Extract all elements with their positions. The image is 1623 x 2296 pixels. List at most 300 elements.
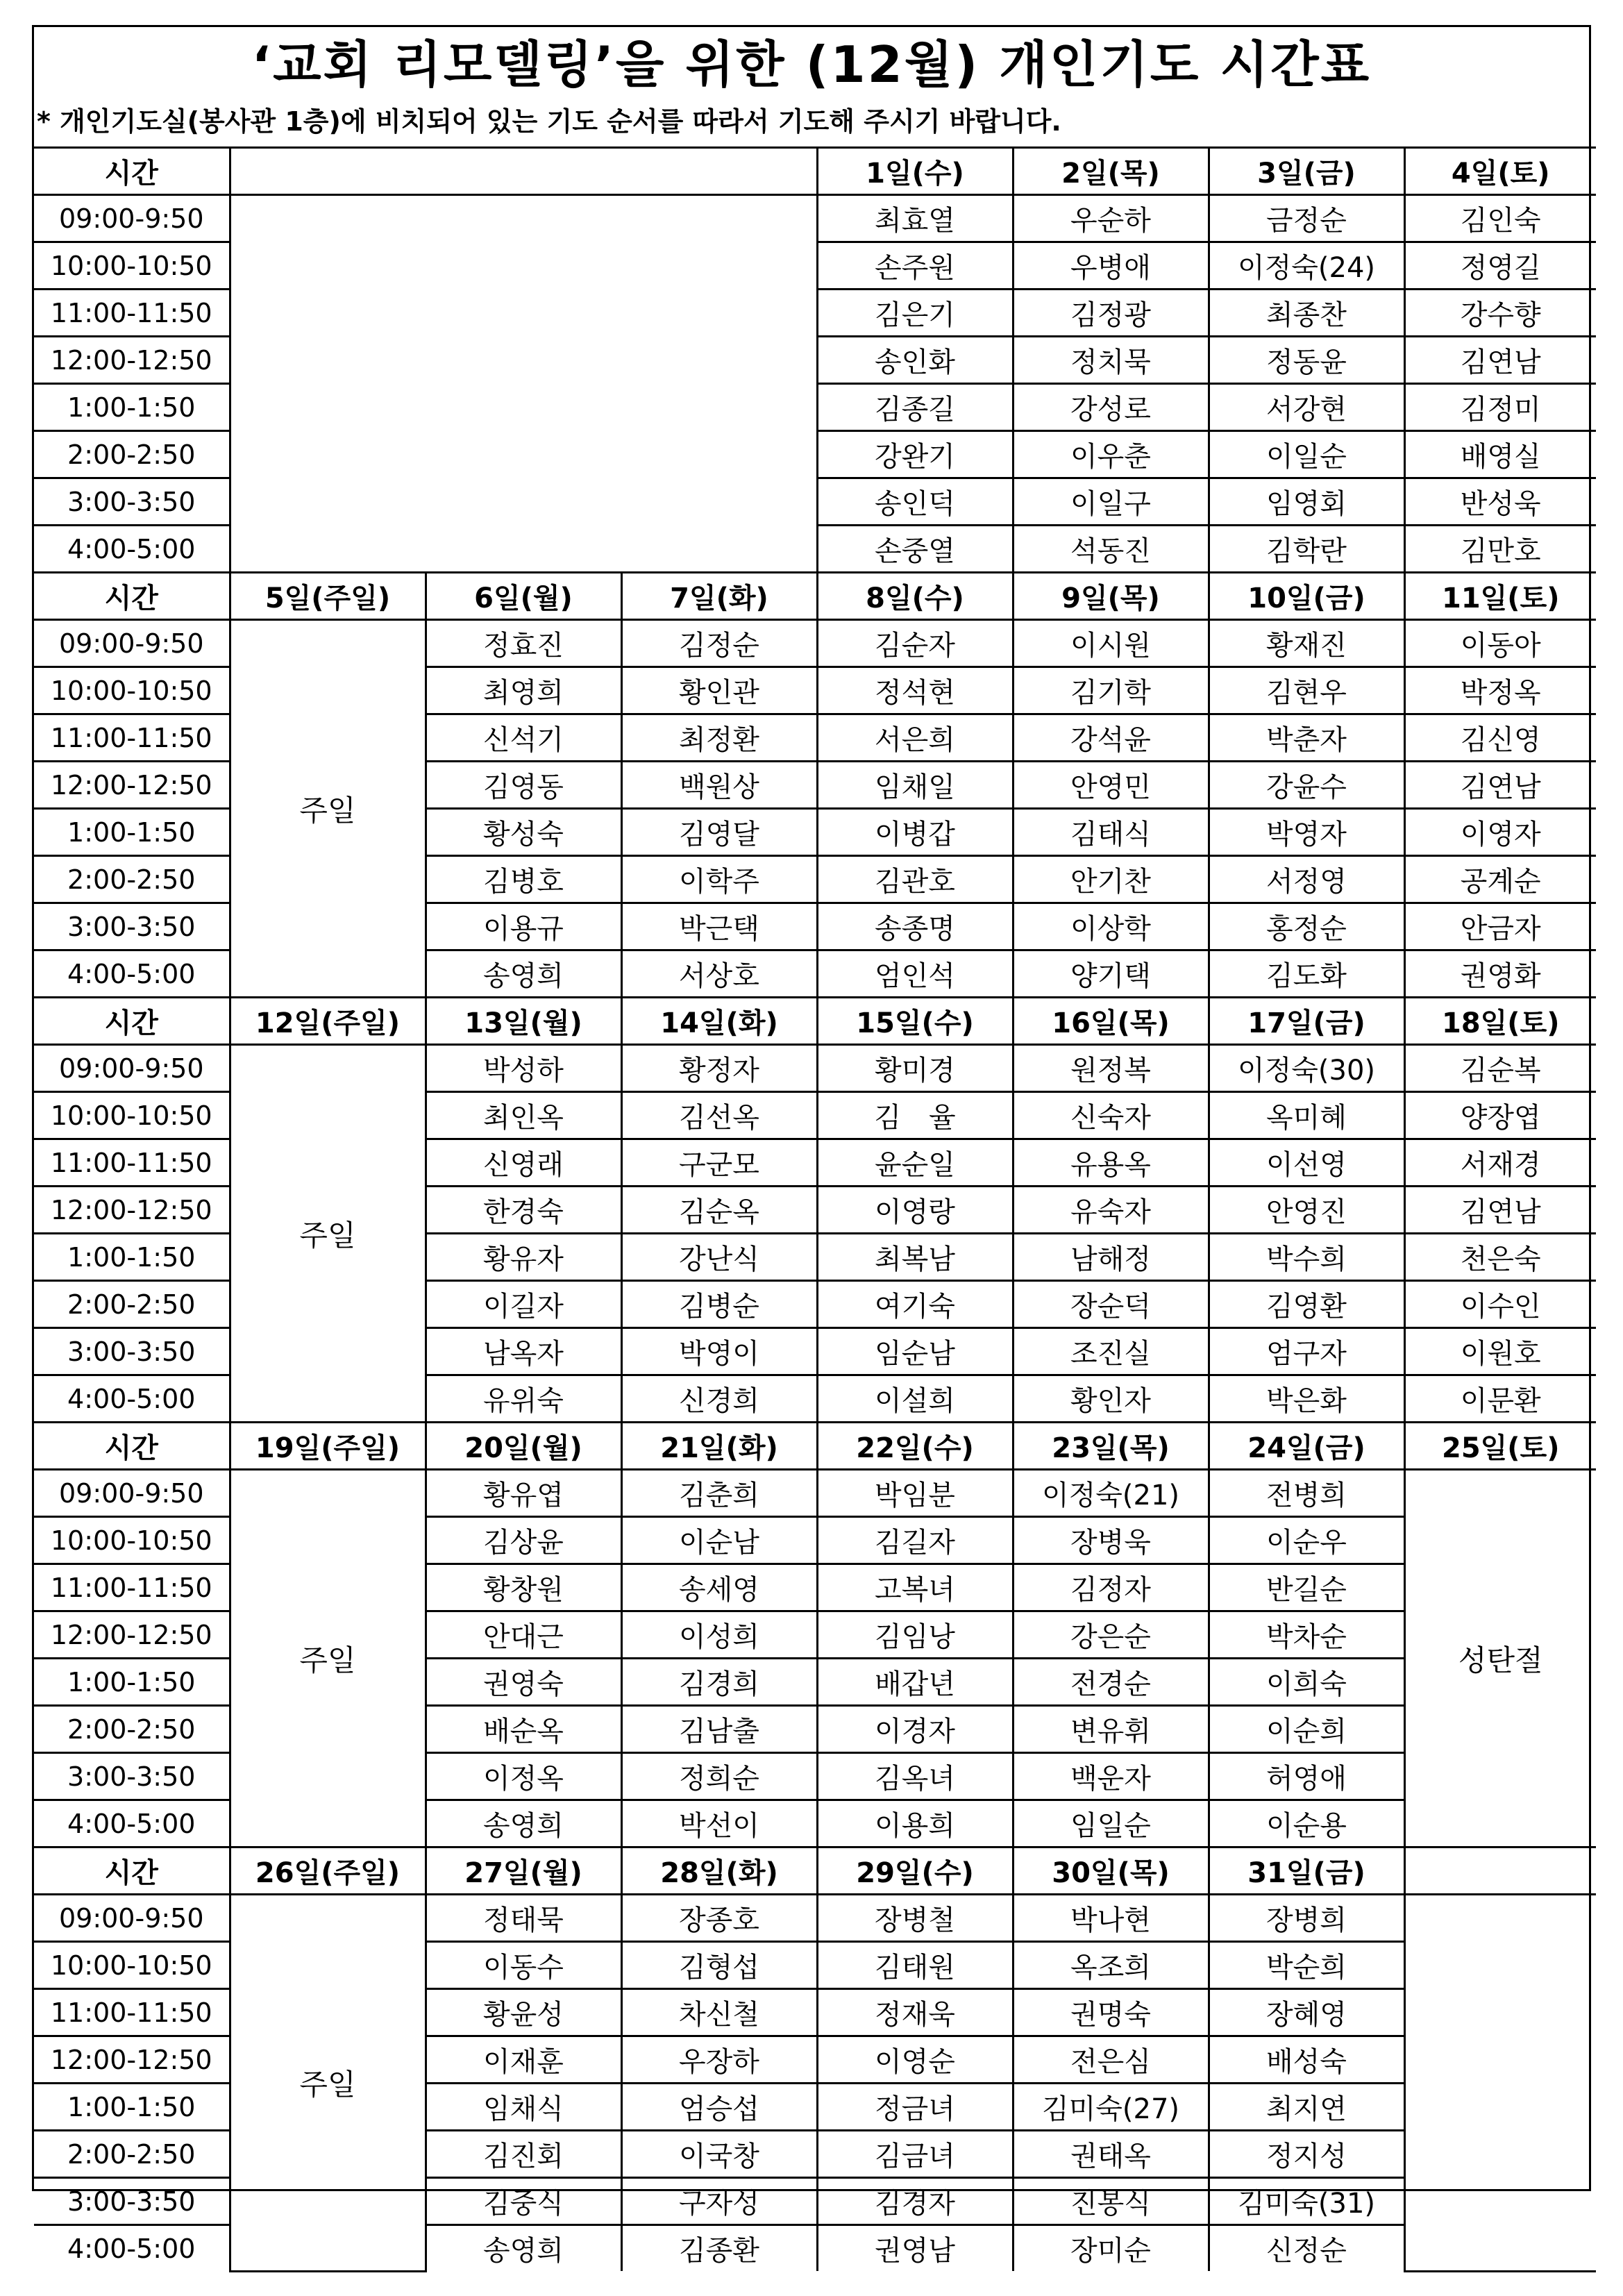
time-header: 시간 — [34, 1847, 230, 1895]
person-name: 정희순 — [621, 1753, 817, 1800]
person-name: 안대근 — [426, 1611, 621, 1659]
person-name: 김상윤 — [426, 1517, 621, 1564]
person-name: 천은숙 — [1404, 1234, 1596, 1281]
person-name: 김종길 — [817, 384, 1013, 431]
person-name: 강윤수 — [1209, 762, 1404, 809]
person-name: 여기숙 — [817, 1281, 1013, 1328]
person-name: 이병갑 — [817, 809, 1013, 856]
day-header: 11일(토) — [1404, 573, 1596, 620]
holiday-cell: 성탄절 — [1404, 1470, 1596, 1847]
time-slot-row — [34, 1470, 1596, 1517]
person-name: 이순남 — [621, 1517, 817, 1564]
person-name: 김 율 — [817, 1092, 1013, 1139]
person-name: 권명숙 — [1013, 1989, 1209, 2036]
time-header: 시간 — [34, 573, 230, 620]
person-name: 남해정 — [1013, 1234, 1209, 1281]
person-name: 정금녀 — [817, 2084, 1013, 2131]
time-slot: 10:00-10:50 — [34, 1092, 230, 1139]
person-name: 최정환 — [621, 714, 817, 762]
person-name: 이영순 — [817, 2036, 1013, 2084]
person-name: 조진실 — [1013, 1328, 1209, 1375]
person-name: 손중열 — [817, 526, 1013, 573]
person-name: 김순복 — [1404, 1045, 1596, 1092]
person-name: 김순자 — [817, 620, 1013, 667]
person-name: 유숙자 — [1013, 1187, 1209, 1234]
person-name: 강난식 — [621, 1234, 817, 1281]
person-name: 임순남 — [817, 1328, 1013, 1375]
time-slot: 4:00-5:00 — [34, 1375, 230, 1423]
person-name: 공계순 — [1404, 856, 1596, 903]
person-name: 이문환 — [1404, 1375, 1596, 1423]
person-name: 서은희 — [817, 714, 1013, 762]
person-name: 엄승섭 — [621, 2084, 817, 2131]
day-header: 28일(화) — [621, 1847, 817, 1895]
person-name: 신숙자 — [1013, 1092, 1209, 1139]
time-slot: 09:00-9:50 — [34, 1895, 230, 1942]
person-name: 장순덕 — [1013, 1281, 1209, 1328]
person-name: 김연남 — [1404, 762, 1596, 809]
person-name: 최지연 — [1209, 2084, 1404, 2131]
person-name: 박차순 — [1209, 1611, 1404, 1659]
person-name: 김은기 — [817, 290, 1013, 337]
day-header: 7일(화) — [621, 573, 817, 620]
person-name: 황윤성 — [426, 1989, 621, 2036]
person-name: 김도화 — [1209, 950, 1404, 998]
person-name: 김영달 — [621, 809, 817, 856]
person-name: 이영랑 — [817, 1187, 1013, 1234]
day-header: 10일(금) — [1209, 573, 1404, 620]
person-name: 김경자 — [817, 2178, 1013, 2225]
person-name: 원정복 — [1013, 1045, 1209, 1092]
person-name: 황인자 — [1013, 1375, 1209, 1423]
person-name: 배순옥 — [426, 1706, 621, 1753]
person-name: 이동아 — [1404, 620, 1596, 667]
person-name: 김태식 — [1013, 809, 1209, 856]
day-header: 24일(금) — [1209, 1423, 1404, 1470]
person-name: 이경자 — [817, 1706, 1013, 1753]
person-name: 김정광 — [1013, 290, 1209, 337]
person-name: 김연남 — [1404, 337, 1596, 384]
person-name: 이정숙(30) — [1209, 1045, 1404, 1092]
time-slot-row — [34, 195, 1596, 242]
time-slot: 2:00-2:50 — [34, 1281, 230, 1328]
day-header: 2일(목) — [1013, 148, 1209, 195]
person-name: 황유자 — [426, 1234, 621, 1281]
person-name: 김형섭 — [621, 1942, 817, 1989]
person-name: 김종환 — [621, 2225, 817, 2272]
person-name: 이순용 — [1209, 1800, 1404, 1847]
person-name: 박정옥 — [1404, 667, 1596, 714]
day-header: 5일(주일) — [230, 573, 426, 620]
person-name: 엄인석 — [817, 950, 1013, 998]
time-slot: 1:00-1:50 — [34, 384, 230, 431]
time-slot: 2:00-2:50 — [34, 1706, 230, 1753]
person-name: 박은화 — [1209, 1375, 1404, 1423]
person-name: 진봉식 — [1013, 2178, 1209, 2225]
time-header: 시간 — [34, 148, 230, 195]
day-header: 19일(주일) — [230, 1423, 426, 1470]
person-name: 권태옥 — [1013, 2131, 1209, 2178]
person-name: 임일순 — [1013, 1800, 1209, 1847]
person-name: 손주원 — [817, 242, 1013, 290]
person-name: 이일순 — [1209, 431, 1404, 478]
person-name: 윤순일 — [817, 1139, 1013, 1187]
person-name: 최종찬 — [1209, 290, 1404, 337]
person-name: 김학란 — [1209, 526, 1404, 573]
person-name: 김임낭 — [817, 1611, 1013, 1659]
person-name: 이순희 — [1209, 1706, 1404, 1753]
week-header-row — [34, 1423, 1596, 1470]
person-name: 김병순 — [621, 1281, 817, 1328]
person-name: 장혜영 — [1209, 1989, 1404, 2036]
person-name: 권영화 — [1404, 950, 1596, 998]
schedule-sheet — [32, 25, 1591, 2267]
empty-block — [230, 195, 817, 573]
person-name: 최인옥 — [426, 1092, 621, 1139]
person-name: 이우춘 — [1013, 431, 1209, 478]
prayer-schedule-table — [34, 146, 1596, 2272]
time-slot: 11:00-11:50 — [34, 290, 230, 337]
person-name: 김만호 — [1404, 526, 1596, 573]
person-name: 서상호 — [621, 950, 817, 998]
person-name: 구군모 — [621, 1139, 817, 1187]
person-name: 박선이 — [621, 1800, 817, 1847]
person-name: 우병애 — [1013, 242, 1209, 290]
person-name: 엄구자 — [1209, 1328, 1404, 1375]
person-name: 김정미 — [1404, 384, 1596, 431]
person-name: 박영이 — [621, 1328, 817, 1375]
person-name: 이시원 — [1013, 620, 1209, 667]
person-name: 이순우 — [1209, 1517, 1404, 1564]
person-name: 유용옥 — [1013, 1139, 1209, 1187]
day-header: 26일(주일) — [230, 1847, 426, 1895]
time-slot: 11:00-11:50 — [34, 714, 230, 762]
person-name: 안기찬 — [1013, 856, 1209, 903]
person-name: 김선옥 — [621, 1092, 817, 1139]
week-header-row — [34, 1847, 1596, 1895]
person-name: 박순희 — [1209, 1942, 1404, 1989]
person-name: 신경희 — [621, 1375, 817, 1423]
person-name: 전경순 — [1013, 1659, 1209, 1706]
person-name: 최복남 — [817, 1234, 1013, 1281]
person-name: 황인관 — [621, 667, 817, 714]
person-name: 이희숙 — [1209, 1659, 1404, 1706]
person-name: 장병욱 — [1013, 1517, 1209, 1564]
person-name: 이동수 — [426, 1942, 621, 1989]
day-header: 8일(수) — [817, 573, 1013, 620]
person-name: 전병희 — [1209, 1470, 1404, 1517]
person-name: 유위숙 — [426, 1375, 621, 1423]
person-name: 송세영 — [621, 1564, 817, 1611]
person-name: 양기택 — [1013, 950, 1209, 998]
person-name: 김기학 — [1013, 667, 1209, 714]
person-name: 옥미혜 — [1209, 1092, 1404, 1139]
week-header-row — [34, 573, 1596, 620]
person-name: 이용희 — [817, 1800, 1013, 1847]
person-name: 이용규 — [426, 903, 621, 950]
time-slot: 1:00-1:50 — [34, 2084, 230, 2131]
person-name: 이국창 — [621, 2131, 817, 2178]
time-slot: 10:00-10:50 — [34, 1517, 230, 1564]
person-name: 김중식 — [426, 2178, 621, 2225]
person-name: 김옥녀 — [817, 1753, 1013, 1800]
person-name: 정치묵 — [1013, 337, 1209, 384]
person-name: 임채일 — [817, 762, 1013, 809]
time-slot: 2:00-2:50 — [34, 431, 230, 478]
day-header: 3일(금) — [1209, 148, 1404, 195]
person-name: 임채식 — [426, 2084, 621, 2131]
time-slot: 12:00-12:50 — [34, 1611, 230, 1659]
person-name: 정영길 — [1404, 242, 1596, 290]
person-name: 김병호 — [426, 856, 621, 903]
person-name: 서정영 — [1209, 856, 1404, 903]
person-name: 임영회 — [1209, 478, 1404, 526]
time-slot: 4:00-5:00 — [34, 1800, 230, 1847]
day-header: 13일(월) — [426, 998, 621, 1045]
person-name: 송영희 — [426, 950, 621, 998]
time-slot: 11:00-11:50 — [34, 1989, 230, 2036]
person-name: 송종명 — [817, 903, 1013, 950]
time-slot-row — [34, 620, 1596, 667]
time-slot: 4:00-5:00 — [34, 526, 230, 573]
person-name: 이수인 — [1404, 1281, 1596, 1328]
person-name: 김영환 — [1209, 1281, 1404, 1328]
time-slot: 3:00-3:50 — [34, 2178, 230, 2225]
person-name: 김정순 — [621, 620, 817, 667]
day-header: 4일(토) — [1404, 148, 1596, 195]
time-slot-row — [34, 1045, 1596, 1092]
person-name: 석동진 — [1013, 526, 1209, 573]
person-name: 안금자 — [1404, 903, 1596, 950]
person-name: 정재욱 — [817, 1989, 1013, 2036]
person-name: 박춘자 — [1209, 714, 1404, 762]
time-slot: 12:00-12:50 — [34, 1187, 230, 1234]
person-name: 황유엽 — [426, 1470, 621, 1517]
person-name: 홍정순 — [1209, 903, 1404, 950]
person-name: 강성로 — [1013, 384, 1209, 431]
time-header: 시간 — [34, 998, 230, 1045]
person-name: 신정순 — [1209, 2225, 1404, 2272]
person-name: 정지성 — [1209, 2131, 1404, 2178]
person-name: 권영남 — [817, 2225, 1013, 2272]
person-name: 정태묵 — [426, 1895, 621, 1942]
time-slot: 12:00-12:50 — [34, 762, 230, 809]
person-name: 신영래 — [426, 1139, 621, 1187]
time-slot: 09:00-9:50 — [34, 195, 230, 242]
person-name: 송인덕 — [817, 478, 1013, 526]
person-name: 김관호 — [817, 856, 1013, 903]
person-name: 김연남 — [1404, 1187, 1596, 1234]
person-name: 이상학 — [1013, 903, 1209, 950]
time-slot: 2:00-2:50 — [34, 856, 230, 903]
person-name: 구자성 — [621, 2178, 817, 2225]
person-name: 서재경 — [1404, 1139, 1596, 1187]
person-name: 김현우 — [1209, 667, 1404, 714]
day-header: 27일(월) — [426, 1847, 621, 1895]
person-name: 이일구 — [1013, 478, 1209, 526]
person-name: 우순하 — [1013, 195, 1209, 242]
time-slot: 09:00-9:50 — [34, 1470, 230, 1517]
person-name: 강은순 — [1013, 1611, 1209, 1659]
person-name: 안영민 — [1013, 762, 1209, 809]
day-header: 14일(화) — [621, 998, 817, 1045]
person-name: 김춘희 — [621, 1470, 817, 1517]
person-name: 반성욱 — [1404, 478, 1596, 526]
person-name: 김미숙(31) — [1209, 2178, 1404, 2225]
time-slot: 11:00-11:50 — [34, 1139, 230, 1187]
person-name: 황미경 — [817, 1045, 1013, 1092]
time-slot: 1:00-1:50 — [34, 809, 230, 856]
person-name: 박임분 — [817, 1470, 1013, 1517]
person-name: 변유휘 — [1013, 1706, 1209, 1753]
person-name: 송인화 — [817, 337, 1013, 384]
person-name: 이정숙(24) — [1209, 242, 1404, 290]
person-name: 장병철 — [817, 1895, 1013, 1942]
sunday-cell: 주일 — [230, 1045, 426, 1423]
person-name: 황재진 — [1209, 620, 1404, 667]
person-name: 양장엽 — [1404, 1092, 1596, 1139]
day-header: 9일(목) — [1013, 573, 1209, 620]
time-slot: 10:00-10:50 — [34, 1942, 230, 1989]
person-name: 이정숙(21) — [1013, 1470, 1209, 1517]
sunday-cell: 주일 — [230, 1470, 426, 1847]
day-header — [1404, 1847, 1596, 1895]
person-name: 황창원 — [426, 1564, 621, 1611]
person-name: 한경숙 — [426, 1187, 621, 1234]
day-header: 20일(월) — [426, 1423, 621, 1470]
week-header-row — [34, 998, 1596, 1045]
day-header: 18일(토) — [1404, 998, 1596, 1045]
person-name: 박근택 — [621, 903, 817, 950]
person-name: 신석기 — [426, 714, 621, 762]
time-header: 시간 — [34, 1423, 230, 1470]
person-name: 최영희 — [426, 667, 621, 714]
day-header: 12일(주일) — [230, 998, 426, 1045]
day-header: 16일(목) — [1013, 998, 1209, 1045]
person-name: 이선영 — [1209, 1139, 1404, 1187]
person-name: 황성숙 — [426, 809, 621, 856]
person-name: 최효열 — [817, 195, 1013, 242]
time-slot: 3:00-3:50 — [34, 478, 230, 526]
person-name: 배갑년 — [817, 1659, 1013, 1706]
day-header: 1일(수) — [817, 148, 1013, 195]
person-name: 이설희 — [817, 1375, 1013, 1423]
person-name: 강완기 — [817, 431, 1013, 478]
time-slot: 4:00-5:00 — [34, 2225, 230, 2272]
time-slot: 09:00-9:50 — [34, 620, 230, 667]
person-name: 백운자 — [1013, 1753, 1209, 1800]
person-name: 황정자 — [621, 1045, 817, 1092]
person-name: 전은심 — [1013, 2036, 1209, 2084]
time-slot-row — [34, 1895, 1596, 1942]
person-name: 박성하 — [426, 1045, 621, 1092]
day-header: 23일(목) — [1013, 1423, 1209, 1470]
person-name: 배영실 — [1404, 431, 1596, 478]
person-name: 장병희 — [1209, 1895, 1404, 1942]
person-name: 장미순 — [1013, 2225, 1209, 2272]
day-header: 31일(금) — [1209, 1847, 1404, 1895]
person-name: 정석현 — [817, 667, 1013, 714]
person-name: 이영자 — [1404, 809, 1596, 856]
sunday-cell: 주일 — [230, 620, 426, 998]
page-title: ‘교회 리모델링’을 위한 (12월) 개인기도 시간표 — [251, 35, 1372, 94]
person-name: 김미숙(27) — [1013, 2084, 1209, 2131]
person-name: 허영애 — [1209, 1753, 1404, 1800]
person-name: 차신철 — [621, 1989, 817, 2036]
person-name: 김인숙 — [1404, 195, 1596, 242]
instruction-note: * 개인기도실(봉사관 1층)에 비치되어 있는 기도 순서를 따라서 기도해 주시기 바랍니다. — [37, 106, 1061, 137]
person-name: 김순옥 — [621, 1187, 817, 1234]
person-name: 김영동 — [426, 762, 621, 809]
time-slot: 3:00-3:50 — [34, 903, 230, 950]
person-name: 강수향 — [1404, 290, 1596, 337]
person-name: 박영자 — [1209, 809, 1404, 856]
week-header-row — [34, 148, 1596, 195]
person-name: 고복녀 — [817, 1564, 1013, 1611]
person-name: 백원상 — [621, 762, 817, 809]
person-name: 이정옥 — [426, 1753, 621, 1800]
time-slot: 4:00-5:00 — [34, 950, 230, 998]
person-name: 박수희 — [1209, 1234, 1404, 1281]
person-name: 김진회 — [426, 2131, 621, 2178]
person-name: 이길자 — [426, 1281, 621, 1328]
time-slot: 2:00-2:50 — [34, 2131, 230, 2178]
person-name: 이재훈 — [426, 2036, 621, 2084]
person-name: 김신영 — [1404, 714, 1596, 762]
time-slot: 10:00-10:50 — [34, 242, 230, 290]
person-name: 정효진 — [426, 620, 621, 667]
time-slot: 09:00-9:50 — [34, 1045, 230, 1092]
person-name: 김길자 — [817, 1517, 1013, 1564]
day-header: 22일(수) — [817, 1423, 1013, 1470]
day-header: 6일(월) — [426, 573, 621, 620]
person-name: 송영희 — [426, 2225, 621, 2272]
person-name: 장종호 — [621, 1895, 817, 1942]
person-name: 김경희 — [621, 1659, 817, 1706]
person-name: 김금녀 — [817, 2131, 1013, 2178]
person-name: 우장하 — [621, 2036, 817, 2084]
person-name: 이성희 — [621, 1611, 817, 1659]
time-slot: 11:00-11:50 — [34, 1564, 230, 1611]
person-name: 권영숙 — [426, 1659, 621, 1706]
time-slot: 1:00-1:50 — [34, 1659, 230, 1706]
day-header: 17일(금) — [1209, 998, 1404, 1045]
person-name: 옥조희 — [1013, 1942, 1209, 1989]
person-name: 배성숙 — [1209, 2036, 1404, 2084]
time-slot: 3:00-3:50 — [34, 1753, 230, 1800]
empty-cell — [1404, 1895, 1596, 2272]
person-name: 송영희 — [426, 1800, 621, 1847]
day-header: 30일(목) — [1013, 1847, 1209, 1895]
person-name: 이학주 — [621, 856, 817, 903]
person-name: 안영진 — [1209, 1187, 1404, 1234]
person-name: 김정자 — [1013, 1564, 1209, 1611]
day-header: 25일(토) — [1404, 1423, 1596, 1470]
day-header: 29일(수) — [817, 1847, 1013, 1895]
time-slot: 12:00-12:50 — [34, 2036, 230, 2084]
person-name: 정동윤 — [1209, 337, 1404, 384]
time-slot: 10:00-10:50 — [34, 667, 230, 714]
person-name: 서강현 — [1209, 384, 1404, 431]
sunday-cell: 주일 — [230, 1895, 426, 2272]
person-name: 박나현 — [1013, 1895, 1209, 1942]
empty-header — [230, 148, 817, 195]
person-name: 이원호 — [1404, 1328, 1596, 1375]
day-header: 21일(화) — [621, 1423, 817, 1470]
person-name: 금정순 — [1209, 195, 1404, 242]
person-name: 김남출 — [621, 1706, 817, 1753]
day-header: 15일(수) — [817, 998, 1013, 1045]
